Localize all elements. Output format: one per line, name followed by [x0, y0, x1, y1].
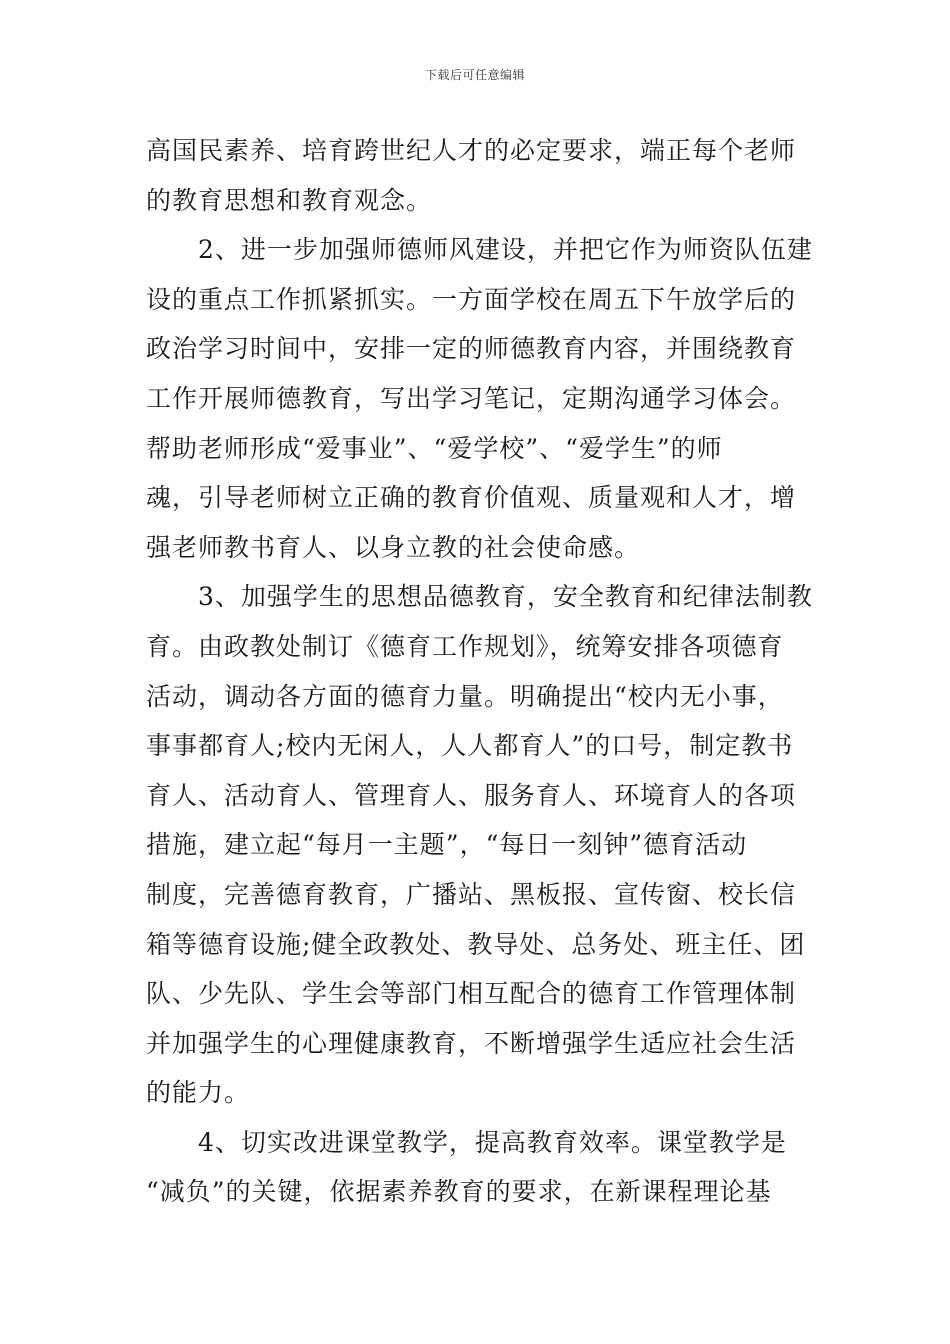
text-line: 箱等德育设施;健全政教处、教导处、总务处、班主任、团: [146, 929, 806, 959]
text-line: 高国民素养、培育跨世纪人才的必定要求，端正每个老师: [146, 136, 797, 165]
text-line: 设的重点工作抓紧抓实。一方面学校在周五下午放学后的: [146, 284, 797, 314]
text-line: 3、加强学生的思想品德教育，安全教育和纪律法制教: [146, 582, 813, 612]
text-line: 队、少先队、学生会等部门相互配合的德育工作管理体制: [146, 979, 797, 1009]
text-line: 帮助老师形成“爱事业”、“爱学校”、“爱学生”的师: [146, 433, 723, 463]
text-line: 活动，调动各方面的德育力量。明确提出“校内无小事，: [146, 681, 784, 711]
text-line: “减负”的关键，依据素养教育的要求，在新课程理论基: [146, 1177, 772, 1207]
text-line: 制度，完善德育教育，广播站、黑板报、宣传窗、校长信: [146, 879, 797, 909]
text-line: 2、进一步加强师德师风建设，并把它作为师资队伍建: [146, 235, 813, 265]
text-line: 事事都育人;校内无闲人，人人都育人”的口号，制定教书: [146, 731, 794, 761]
text-line: 4、切实改进课堂教学，提高教育效率。课堂教学是: [146, 1127, 787, 1157]
text-line: 强老师教书育人、以身立教的社会使命感。: [146, 532, 641, 562]
text-line: 并加强学生的心理健康教育，不断增强学生适应社会生活: [146, 1028, 797, 1058]
text-line: 的能力。: [146, 1078, 251, 1108]
page-header: 下载后可任意编辑: [424, 68, 525, 82]
body-text: [146, 126, 813, 1217]
text-line: 工作开展师德教育，写出学习笔记，定期沟通学习体会。: [146, 383, 797, 413]
text-line: 魂，引导老师树立正确的教育价值观、质量观和人才，增: [146, 483, 797, 513]
text-line: 的教育思想和教育观念。: [146, 185, 433, 215]
text-line: 政治学习时间中，安排一定的师德教育内容，并围绕教育: [146, 334, 797, 364]
text-line: 育。由政教处制订《德育工作规划》，统筹安排各项德育: [146, 631, 784, 661]
text-line: 育人、活动育人、管理育人、服务育人、环境育人的各项: [146, 780, 797, 810]
text-line: 措施，建立起“每月一主题”，“每日一刻钟”德育活动: [146, 830, 748, 860]
